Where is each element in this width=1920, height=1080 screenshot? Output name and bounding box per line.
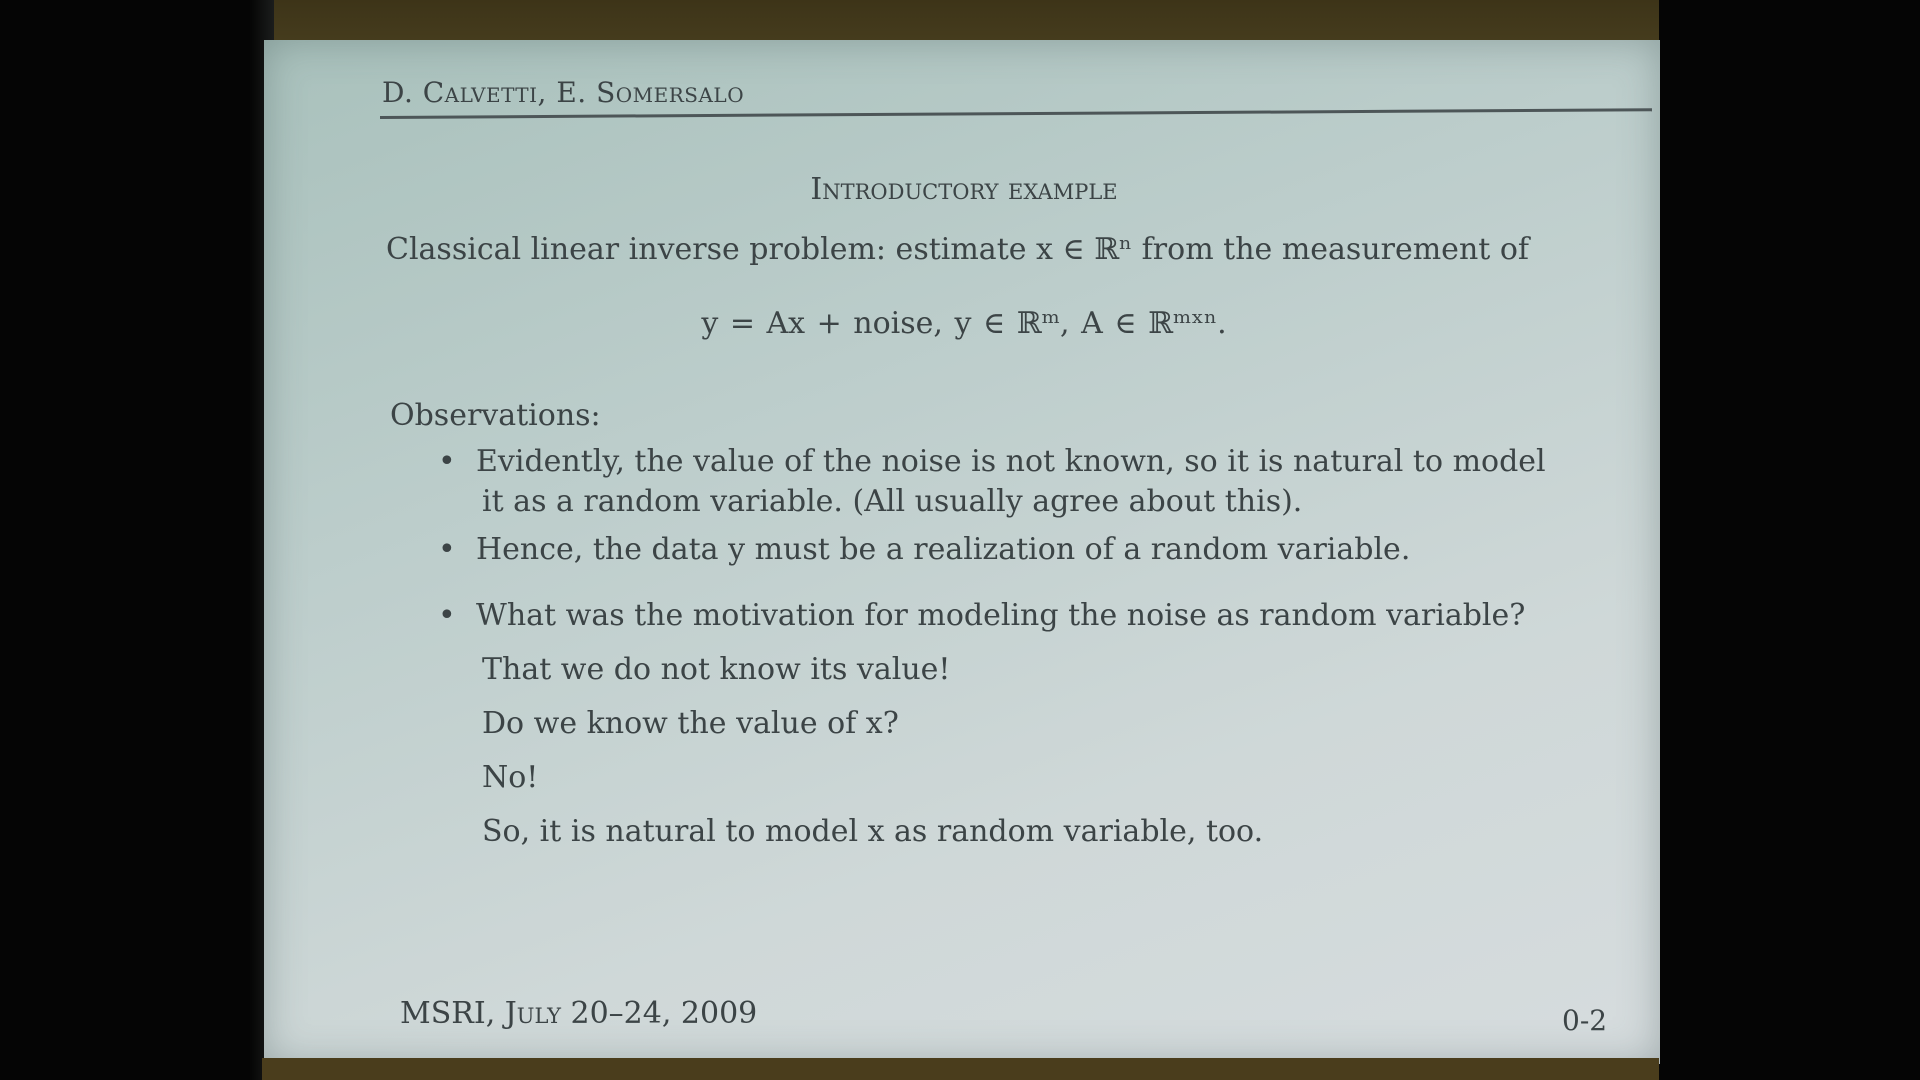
bullet-text-line1: What was the motivation for modeling the noise as random variable? — [476, 598, 1526, 633]
bullet-text-line1: Hence, the data y must be a realization of a random variable. — [476, 532, 1411, 567]
bullet-sub-line: No! — [482, 760, 539, 795]
slide-title: Introductory example — [810, 172, 1118, 207]
projector-bottom-band — [262, 1058, 1659, 1080]
equation: y = Ax + noise, y ∈ ℝᵐ, A ∈ ℝᵐˣⁿ. — [701, 306, 1227, 341]
bullet-sub-line: Do we know the value of x? — [482, 706, 899, 741]
intro-line: Classical linear inverse problem: estimate x ∈ ℝⁿ from the measurement of — [386, 232, 1530, 267]
bullet-text-line2: it as a random variable. (All usually agree about this). — [482, 484, 1303, 519]
footer-event: MSRI, July 20–24, 2009 — [400, 996, 758, 1031]
bullet-dot: • — [438, 532, 456, 567]
bullet-sub-line: That we do not know its value! — [482, 652, 951, 687]
bullet-dot: • — [438, 598, 456, 633]
bullet-text-line1: Evidently, the value of the noise is not known, so it is natural to model — [476, 444, 1546, 479]
header-authors: D. Calvetti, E. Somersalo — [382, 76, 745, 109]
page-number: 0-2 — [1562, 1004, 1608, 1037]
bullet-sub-line: So, it is natural to model x as random variable, too. — [482, 814, 1264, 849]
observations-heading: Observations: — [390, 398, 601, 433]
bullet-dot: • — [438, 444, 456, 479]
header-rule — [380, 108, 1652, 119]
slide — [264, 40, 1660, 1064]
